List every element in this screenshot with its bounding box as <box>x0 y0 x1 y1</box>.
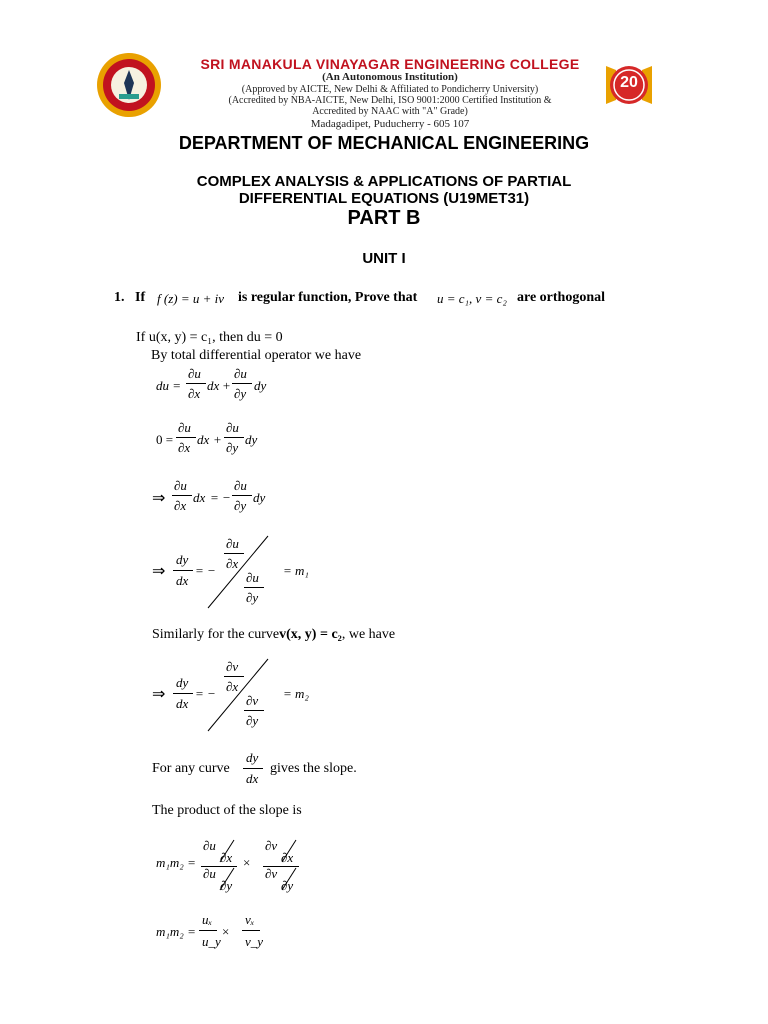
eq1-dy: dy <box>254 378 267 393</box>
eq5-implies: ⇒ <box>152 686 166 703</box>
eq6-a-num-den: ∂x <box>220 850 233 865</box>
eq4-den-bottom: ∂y <box>246 590 259 605</box>
approval-line: (Approved by AICTE, New Delhi & Affiliated to Pondicherry University) <box>241 84 539 95</box>
eq5-fraction-bar <box>173 693 193 694</box>
eq4-dx: dx <box>176 573 189 588</box>
eq7-bar-1 <box>199 930 217 931</box>
eq1-plus: + <box>222 378 231 393</box>
eq3-den2: ∂y <box>234 498 247 513</box>
eq4-equals-minus: = − <box>195 563 216 578</box>
naac-line: Accredited by NAAC with "A" Grade) <box>312 106 468 117</box>
eq3-fraction-bar-1 <box>172 495 192 496</box>
product-line: The product of the slope is <box>152 803 302 818</box>
similarly-pre: Similarly for the curve <box>152 627 280 642</box>
eq2-den1: ∂x <box>178 440 191 455</box>
college-logo <box>94 50 164 120</box>
autonomous-line: (An Autonomous Institution) <box>322 71 458 83</box>
question-number: 1. <box>114 290 125 305</box>
question-end: are orthogonal <box>517 290 606 305</box>
eq3-den1: ∂x <box>174 498 187 513</box>
eq3-fraction-bar-2 <box>232 495 252 496</box>
eq5-num-bottom: ∂x <box>226 679 239 694</box>
eq6-a-den-den: ∂y <box>220 878 233 893</box>
eq2-zero: 0 = <box>156 432 174 447</box>
eq4-implies: ⇒ <box>152 563 166 580</box>
eq1-du: du = <box>156 378 182 393</box>
eq2-den2: ∂y <box>226 440 239 455</box>
eq4-dy: dy <box>176 552 189 567</box>
eq1-num1: ∂u <box>188 366 201 381</box>
question-function: f (z) = u + iv <box>157 291 225 306</box>
eq4-den-top: ∂u <box>246 570 259 585</box>
eq6-m1m2: m₁m₂ = <box>156 855 196 870</box>
eq2-fraction-bar-1 <box>176 437 196 438</box>
body-line-1: If u(x, y) = c₁, then du = 0 <box>136 330 283 345</box>
address-line: Madagadipet, Puducherry - 605 107 <box>310 118 470 130</box>
eq2-dy: dy <box>245 432 258 447</box>
department-title: DEPARTMENT OF MECHANICAL ENGINEERING <box>178 133 590 153</box>
eq6-b-num-den: ∂x <box>281 850 294 865</box>
unit-heading: UNIT I <box>362 250 406 267</box>
question-middle: is regular function, Prove that <box>238 290 418 305</box>
eq2-fraction-bar-2 <box>224 437 244 438</box>
anniversary-number: 20 <box>620 74 638 91</box>
eq1-fraction-bar-2 <box>232 383 252 384</box>
eq2-num1: ∂u <box>178 420 191 435</box>
eq1-den1: ∂x <box>188 386 201 401</box>
course-title-line1: COMPLEX ANALYSIS & APPLICATIONS OF PARTIAL <box>196 173 572 190</box>
eq7-vx: vₓ <box>245 912 255 927</box>
eq7-vy: v_y <box>245 934 264 949</box>
college-name: SRI MANAKULA VINAYAGAR ENGINEERING COLLEGE <box>200 56 580 72</box>
part-heading: PART B <box>347 207 421 229</box>
eq6-times: × <box>243 855 251 870</box>
eq2-dx: dx <box>197 432 210 447</box>
anniversary-badge <box>602 60 656 110</box>
eq4-slash <box>200 534 272 610</box>
eq4-num-top: ∂u <box>226 536 239 551</box>
eq5-den-bottom: ∂y <box>246 713 259 728</box>
eq1-dx: dx <box>207 378 220 393</box>
accreditation-line: (Accredited by NBA-AICTE, New Delhi, ISO 9001:2000 Certified Institution & <box>228 95 552 106</box>
eq5-slash <box>200 657 272 733</box>
question-if: If <box>135 290 146 305</box>
eq3-num1: ∂u <box>174 478 187 493</box>
eq1-num2: ∂u <box>234 366 247 381</box>
similarly-bold: v(x, y) = c₂ <box>279 627 342 642</box>
eq5-equals-minus: = − <box>195 686 216 701</box>
eq5-dx: dx <box>176 696 189 711</box>
eq7-times: × <box>222 924 230 939</box>
eq1-den2: ∂y <box>234 386 247 401</box>
eq5-num-top: ∂v <box>226 659 239 674</box>
eq2-plus: + <box>213 432 222 447</box>
eq3-equals-minus: = − <box>210 490 231 505</box>
eq5-den-top: ∂v <box>246 693 259 708</box>
slope-dy: dy <box>246 750 259 765</box>
eq4-num-bottom: ∂x <box>226 556 239 571</box>
eq7-ux: uₓ <box>202 912 213 927</box>
eq3-implies: ⇒ <box>152 490 166 507</box>
slope-dx: dx <box>246 771 259 786</box>
eq3-dy: dy <box>253 490 266 505</box>
eq7-bar-2 <box>242 930 260 931</box>
eq7-uy: u_y <box>202 934 221 949</box>
eq2-num2: ∂u <box>226 420 239 435</box>
similarly-line <box>152 627 395 643</box>
eq4-fraction-bar <box>173 570 193 571</box>
eq5-m2: = m₂ <box>283 686 309 701</box>
eq4-m1: = m₁ <box>283 563 309 578</box>
question-condition: u = c₁, v = c₂ <box>437 291 507 306</box>
slope-fraction-bar <box>243 768 263 769</box>
eq1-fraction-bar-1 <box>186 383 206 384</box>
eq3-num2: ∂u <box>234 478 247 493</box>
gives-slope-text: gives the slope. <box>270 761 357 776</box>
body-line-2: By total differential operator we have <box>151 348 362 363</box>
eq6-b-den-den: ∂y <box>281 878 294 893</box>
eq6-a-slash <box>210 836 240 894</box>
eq6-b-num: ∂v <box>265 838 278 853</box>
eq6-b-den: ∂v <box>265 866 278 881</box>
eq7-m1m2: m₁m₂ = <box>156 924 196 939</box>
eq6-a-den: ∂u <box>203 866 216 881</box>
eq6-b-slash <box>272 836 302 894</box>
eq3-dx: dx <box>193 490 206 505</box>
course-title-line2: DIFFERENTIAL EQUATIONS (U19MET31) <box>238 190 530 207</box>
similarly-post: , we have <box>341 627 396 642</box>
for-any-curve-text: For any curve <box>152 761 230 776</box>
eq6-a-num: ∂u <box>203 838 216 853</box>
eq5-dy: dy <box>176 675 189 690</box>
